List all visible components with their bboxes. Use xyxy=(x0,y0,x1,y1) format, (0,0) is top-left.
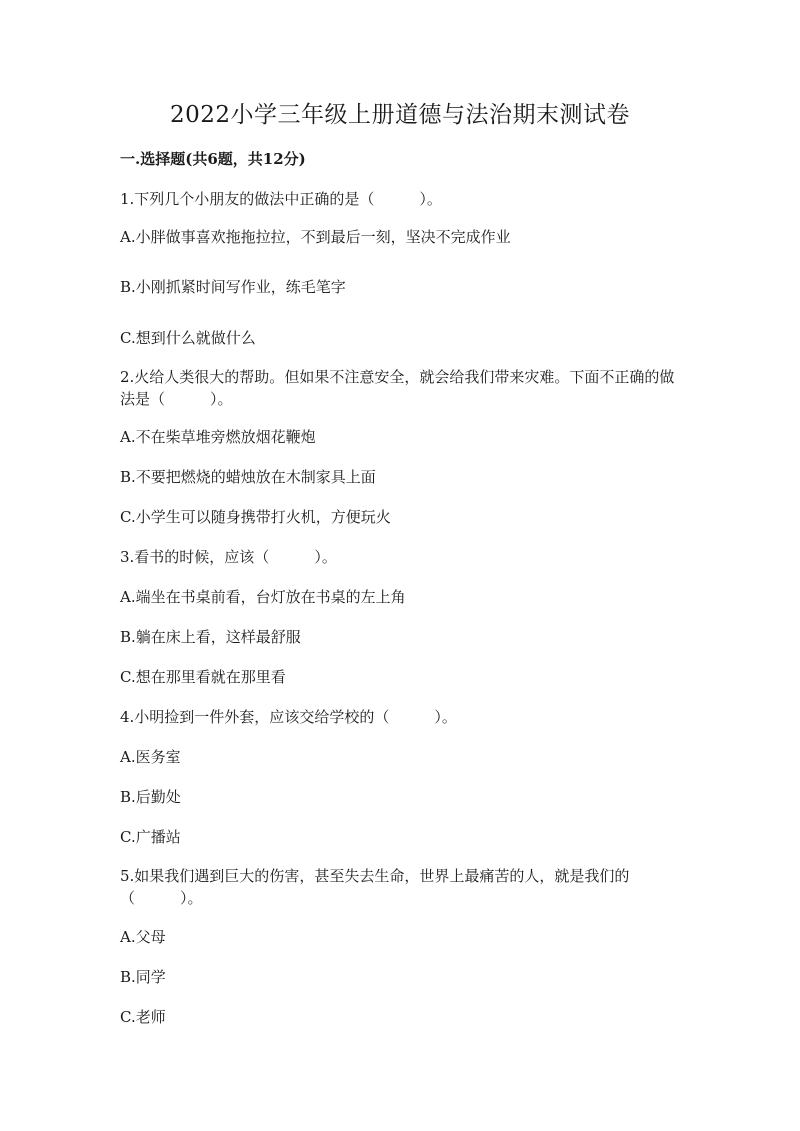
question-4-stem: 4.小明捡到一件外套，应该交给学校的（ ）。 xyxy=(120,708,457,726)
question-1-option-a: A.小胖做事喜欢拖拖拉拉，不到最后一刻，坚决不完成作业 xyxy=(120,228,511,246)
question-2-option-b: B.不要把燃烧的蜡烛放在木制家具上面 xyxy=(120,468,376,486)
question-2-stem: 2.火给人类很大的帮助。但如果不注意安全，就会给我们带来灾难。下面不正确的做法是（ ）。 xyxy=(120,368,675,408)
question-5-option-b: B.同学 xyxy=(120,968,166,986)
question-3-option-c: C.想在那里看就在那里看 xyxy=(120,668,286,686)
question-2-option-a: A.不在柴草堆旁燃放烟花鞭炮 xyxy=(120,428,316,446)
question-1-option-c: C.想到什么就做什么 xyxy=(120,329,256,347)
question-4-option-c: C.广播站 xyxy=(120,828,181,846)
question-5-option-a: A.父母 xyxy=(120,928,166,946)
question-1-option-b: B.小刚抓紧时间写作业，练毛笔字 xyxy=(120,278,346,296)
question-1-stem: 1.下列几个小朋友的做法中正确的是（ ）。 xyxy=(120,190,442,208)
section-heading: 一.选择题(共6题，共12分) xyxy=(120,150,306,168)
question-5-stem: 5.如果我们遇到巨大的伤害，甚至失去生命，世界上最痛苦的人，就是我们的（ ）。 xyxy=(120,867,630,907)
question-3-option-a: A.端坐在书桌前看，台灯放在书桌的左上角 xyxy=(120,588,406,606)
question-4-option-a: A.医务室 xyxy=(120,748,181,766)
question-3-option-b: B.躺在床上看，这样最舒服 xyxy=(120,628,301,646)
question-2-option-c: C.小学生可以随身携带打火机，方便玩火 xyxy=(120,508,391,526)
page-title: 2022小学三年级上册道德与法治期末测试卷 xyxy=(169,102,631,128)
question-5-option-c: C.老师 xyxy=(120,1008,166,1026)
question-3-stem: 3.看书的时候，应该（ ）。 xyxy=(120,548,337,566)
question-4-option-b: B.后勤处 xyxy=(120,788,181,806)
